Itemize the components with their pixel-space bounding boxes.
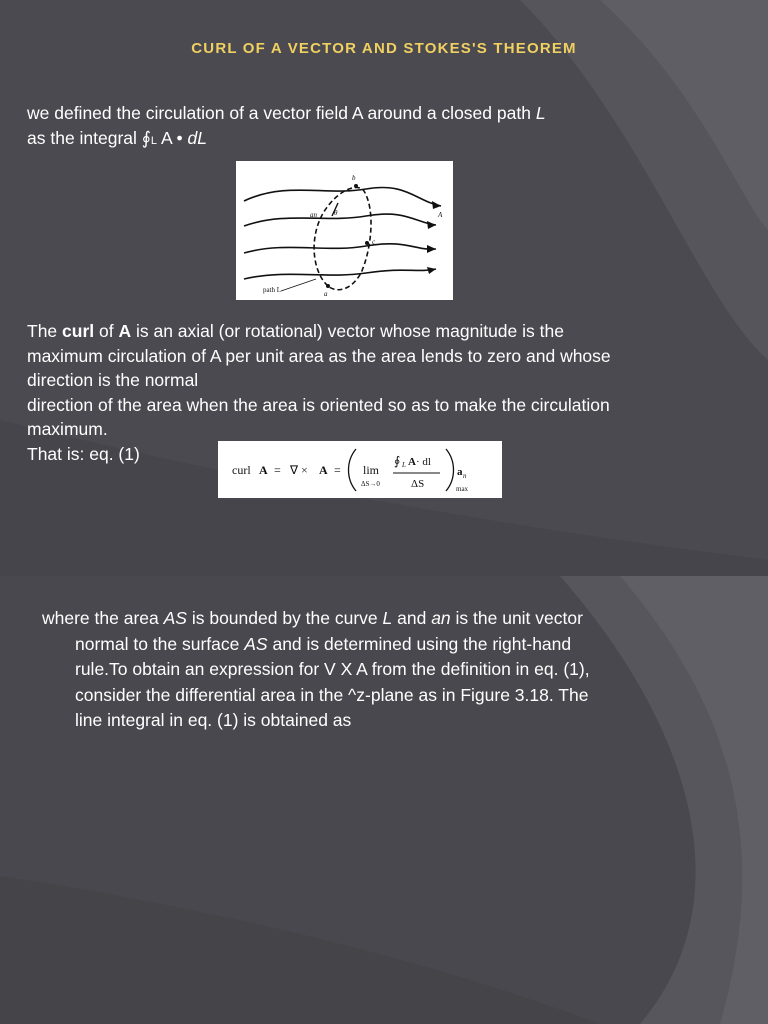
intro-line2: as the integral — [27, 127, 142, 148]
fig-label-theta: θ — [334, 209, 338, 217]
fig-label-b: b — [352, 174, 356, 182]
intro-dl: dL — [187, 127, 207, 148]
svg-text:∇ ×: ∇ × — [290, 463, 308, 477]
fig-label-A: A — [438, 211, 443, 219]
stokes-explanation: where the area AS is bounded by the curve L and an is the unit vector normal to the surface AS and is determined using the right-hand rule.To obtain an expression for V X A from the definition in eq. (1), consider the differential area in the ^z-plane as in Figure 3.18. The line integral in eq. (1) is obtained as — [42, 606, 732, 734]
intro-vector-dot: A • — [157, 127, 188, 148]
curl-equation — [218, 441, 502, 498]
intro-path-symbol: L — [535, 103, 546, 123]
curl-definition-text: The curl of A is an axial (or rotational) vector whose magnitude is the maximum circulation of A per unit area as the area lends to zero and whose direction is the normal direction of the area when the area is oriented so as to make the circulation maximum. That is: eq. (1) — [27, 319, 747, 466]
equation-drawing — [218, 441, 502, 498]
field-lines-diagram — [236, 161, 453, 300]
svg-text:A: A — [259, 463, 268, 477]
svg-text:ΔS→0: ΔS→0 — [361, 480, 380, 488]
intro-text — [27, 101, 546, 153]
curl-bold: curl — [62, 321, 95, 341]
slide-2 — [0, 576, 768, 1024]
svg-text:n: n — [463, 472, 467, 480]
contour-integral-symbol: ∮ — [141, 127, 151, 148]
svg-text:=: = — [274, 463, 281, 477]
svg-text:· dl: · dl — [416, 456, 431, 468]
explanation-line-5: line integral in eq. (1) is obtained as — [75, 710, 352, 730]
svg-text:A: A — [319, 463, 328, 477]
body-line-4: direction of the area when the area is oriented so as to make the circulation — [27, 394, 610, 415]
svg-text:a: a — [457, 466, 463, 478]
svg-text:ΔS: ΔS — [411, 478, 425, 490]
explanation-line-3: rule.To obtain an expression for V X A from the definition in eq. (1), — [75, 659, 590, 679]
svg-text:max: max — [456, 485, 469, 493]
svg-text:∮: ∮ — [394, 454, 401, 468]
integral-subscript: L — [150, 134, 158, 147]
intro-line1: we defined the circulation of a vector field A around a closed path — [27, 103, 536, 123]
circulation-figure — [236, 161, 453, 300]
body-line-3: direction is the normal — [27, 370, 199, 390]
svg-text:=: = — [334, 463, 341, 477]
svg-text:L: L — [402, 461, 406, 469]
explanation-line-4: consider the differential area in the ^z-plane as in Figure 3.18. The — [75, 684, 589, 705]
fig-label-an: an — [310, 211, 317, 219]
svg-text:lim: lim — [363, 463, 380, 477]
fig-label-a: a — [324, 290, 328, 298]
svg-text:A: A — [408, 456, 416, 468]
body-line-5: maximum. — [27, 419, 108, 439]
svg-text:curl: curl — [232, 463, 251, 477]
slide-title: CURL OF A VECTOR AND STOKES'S THEOREM — [191, 40, 577, 57]
fig-label-path: path L — [263, 286, 282, 294]
eq-reference: That is: eq. (1) — [27, 443, 140, 464]
body-line-2: maximum circulation of A per unit area as the area lends to zero and whose — [27, 345, 611, 366]
fig-label-c: c — [372, 238, 376, 246]
vector-A-bold: A — [118, 321, 132, 341]
